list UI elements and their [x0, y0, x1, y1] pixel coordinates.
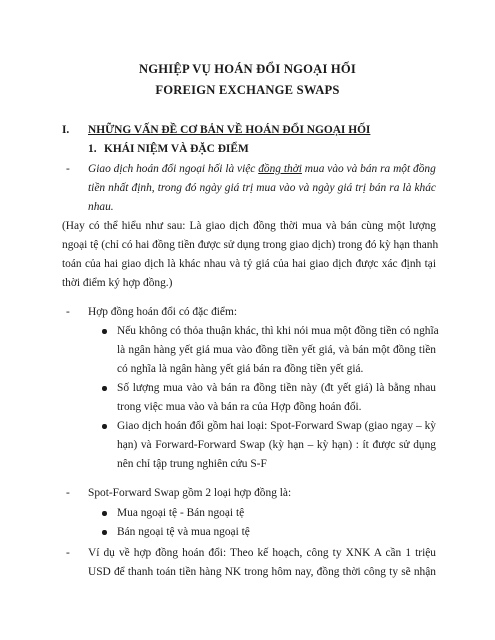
- feature-1-line-3: có nghĩa là ngân hàng yết giá bán ra đồng tiền yết giá.: [117, 363, 364, 375]
- page-title: NGHIỆP VỤ HOÁN ĐỔI NGOẠI HỐI: [138, 62, 357, 76]
- definition-line-1: [88, 162, 436, 176]
- features-lead: Hợp đồng hoán đổi có đặc điểm:: [88, 306, 238, 318]
- type-1: Mua ngoại tệ - Bán ngoại tệ: [117, 507, 245, 519]
- feature-2-line-1: Số lượng mua vào và bán ra đồng tiền này (đt yết giá) là bằng nhau: [117, 382, 436, 394]
- feature-1-line-1: Nếu không có thỏa thuận khác, thì khi nói mua một đồng tiền có nghĩa: [117, 325, 439, 337]
- bullet-dot: [102, 424, 107, 429]
- types-lead: Spot-Forward Swap gồm 2 loại hợp đồng là:: [88, 487, 292, 499]
- feature-1-line-2: là ngân hàng yết giá mua vào đồng tiền yết giá, và bán một đồng tiền: [117, 344, 436, 356]
- definition-emphasis: đồng thời: [258, 163, 302, 175]
- definition-line-1b: mua vào và bán ra một đồng: [301, 163, 436, 175]
- section-heading: NHỮNG VẤN ĐỀ CƠ BẢN VỀ HOÁN ĐỔI NGOẠI HỐI: [88, 124, 371, 136]
- subsection-heading: KHÁI NIỆM VÀ ĐẶC ĐIỂM: [104, 143, 249, 155]
- definition-line-1a: Giao dịch hoán đổi ngoại hối là việc: [88, 163, 259, 175]
- paragraph-line-1: (Hay có thể hiểu như sau: Là giao dịch đồng thời mua và bán cùng một lượng: [62, 220, 436, 232]
- type-2: Bán ngoại tệ và mua ngoại tệ: [117, 526, 250, 538]
- feature-3-line-2: hạn) và Forward-Forward Swap (kỳ hạn – kỳ hạn) : ít được sử dụng: [117, 439, 436, 451]
- bullet-dot: [102, 329, 107, 334]
- paragraph-line-4: thời điểm ký hợp đồng.): [62, 277, 173, 289]
- example-line-2: USD để thanh toán tiền hàng NK trong hôm nay, đồng thời công ty sẽ nhận: [88, 566, 436, 578]
- paragraph-line-3: toán của hai giao dịch là khác nhau và tỷ giá của hai giao dịch được xác định tại: [62, 258, 436, 270]
- definition-line-2: tiền nhất định, trong đó ngày giá trị mua vào và ngày giá trị bán ra là khác: [88, 182, 436, 194]
- section-numeral: I.: [62, 124, 70, 136]
- subsection-numeral: 1.: [88, 143, 97, 155]
- page-subtitle: FOREIGN EXCHANGE SWAPS: [155, 83, 340, 97]
- types-dash: -: [66, 487, 70, 499]
- paragraph-line-2: ngoại tệ (chỉ có hai đồng tiền được sử dụng trong giao dịch) trong đó kỳ hạn thanh: [62, 239, 439, 251]
- bullet-dot: [102, 386, 107, 391]
- feature-3-line-3: nên chỉ tập trung nghiên cứu S-F: [117, 458, 267, 470]
- feature-3-line-1: Giao dịch hoán đổi gồm hai loại: Spot-Forward Swap (giao ngay – kỳ: [117, 420, 436, 432]
- feature-2-line-2: trong việc mua vào và bán ra của Hợp đồng hoán đổi.: [117, 401, 362, 413]
- example-dash: -: [66, 547, 70, 559]
- example-line-1: Ví dụ về hợp đồng hoán đổi: Theo kế hoạch, công ty XNK A cần 1 triệu: [88, 547, 436, 559]
- features-dash: -: [66, 306, 70, 318]
- bullet-dot: [102, 530, 107, 535]
- bullet-dot: [102, 511, 107, 516]
- definition-dash: -: [66, 163, 70, 175]
- definition-line-3: nhau.: [88, 201, 114, 213]
